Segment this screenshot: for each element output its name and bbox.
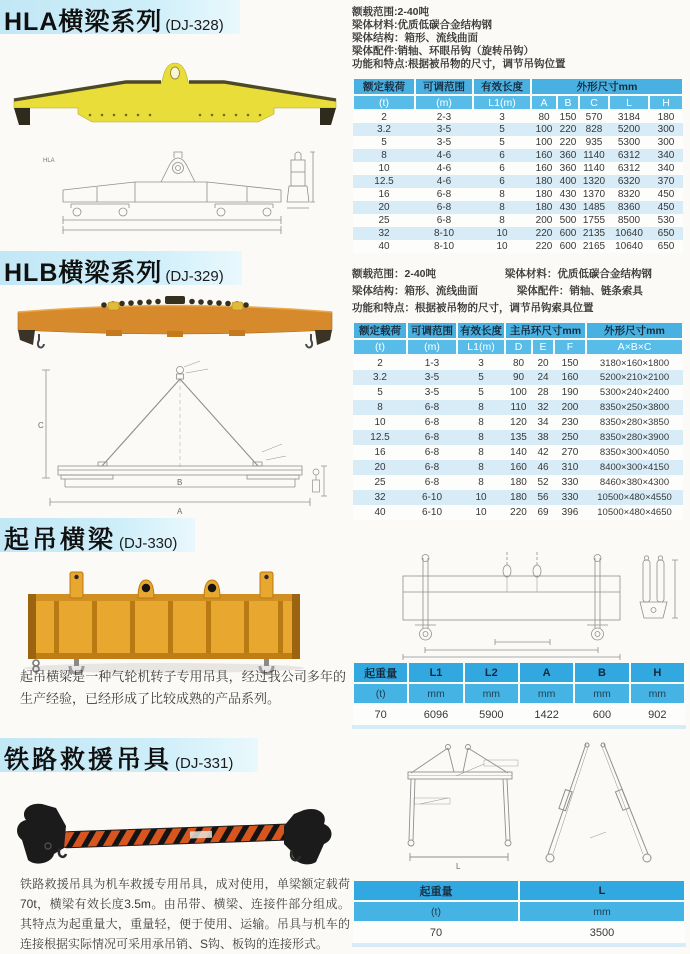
table-cell: 4-6	[415, 162, 473, 175]
table-cell: 10	[457, 490, 505, 505]
hla-spec-line: 梁体材料:优质低碳合金结构钢	[352, 19, 492, 31]
table-cell: 6-10	[407, 505, 457, 520]
table-cell: 8400×300×4150	[586, 460, 683, 475]
table-cell: 10	[353, 415, 407, 430]
table-cell: 5	[457, 370, 505, 385]
table-cell: 70	[353, 704, 408, 725]
col-header-group: 外形尺寸mm	[586, 322, 683, 339]
table-cell: 8	[353, 149, 415, 162]
table-cell: 2165	[579, 240, 609, 253]
table-cell: 450	[649, 201, 683, 214]
table-cell: 8	[457, 460, 505, 475]
table-row	[353, 490, 683, 505]
table-cell: 3180×160×1800	[586, 355, 683, 370]
col-header: 额定载荷	[353, 78, 415, 95]
table-cell: 6312	[609, 149, 649, 162]
table-cell: 16	[353, 188, 415, 201]
col-subheader: mm	[574, 683, 629, 704]
table-cell: 120	[505, 415, 532, 430]
col-subheader: H	[649, 95, 683, 110]
col-header: L2	[464, 662, 519, 683]
col-subheader: mm	[464, 683, 519, 704]
table-cell: 150	[554, 355, 586, 370]
hlb-dim-a: A	[177, 507, 183, 516]
hlb-spec-row	[352, 300, 688, 317]
table-cell: 902	[630, 704, 685, 725]
table-cell: 1422	[519, 704, 574, 725]
hla-spec-line: 功能和特点:根据被吊物的尺寸，调节吊钩位置	[352, 58, 566, 70]
table-cell: 160	[531, 149, 557, 162]
table-cell: 250	[554, 430, 586, 445]
table-row	[353, 415, 683, 430]
table-row	[353, 214, 683, 227]
table-cell: 1320	[579, 175, 609, 188]
section-hla-code: (DJ-328)	[165, 17, 224, 34]
hlb-spec-item: 梁体材料：优质低碳合金结构钢	[504, 268, 652, 280]
table-cell: 25	[353, 214, 415, 227]
table-cell: 450	[649, 188, 683, 201]
table-footer-strip	[352, 943, 686, 947]
table-cell: 1140	[579, 162, 609, 175]
table-cell: 1-3	[407, 355, 457, 370]
hla-side-view	[287, 152, 315, 208]
table-cell: 3184	[609, 110, 649, 123]
col-subheader: (m)	[415, 95, 473, 110]
table-row	[353, 370, 683, 385]
table-cell: 8	[473, 201, 531, 214]
table-cell: 5200×210×2100	[586, 370, 683, 385]
table-cell: 5	[473, 123, 531, 136]
col-subheader: (t)	[353, 339, 407, 355]
table-cell: 4-6	[415, 149, 473, 162]
col-header-group: 主吊环尺寸mm	[505, 322, 586, 339]
table-cell: 5	[353, 136, 415, 149]
table-cell: 6096	[408, 704, 463, 725]
table-row	[353, 227, 683, 240]
table-row	[353, 922, 685, 943]
section-hlb-title-bar	[0, 251, 242, 285]
table-cell: 70	[353, 922, 519, 943]
dj330-description: 起吊横梁是一种气轮机转子专用吊具，经过我公司多年的生产经验，已经形成了比较成熟的产品系列。	[20, 669, 346, 706]
table-cell: 8320	[609, 188, 649, 201]
table-cell: 8350×300×4050	[586, 445, 683, 460]
hla-table-wrap	[352, 77, 682, 253]
table-cell: 3-5	[407, 385, 457, 400]
section-dj330-code: (DJ-330)	[119, 535, 178, 552]
table-cell: 150	[557, 110, 579, 123]
hlb-spec-row	[352, 283, 688, 300]
table-cell: 100	[531, 136, 557, 149]
col-header: 起重量	[353, 880, 519, 901]
table-row	[353, 136, 683, 149]
table-cell: 530	[649, 214, 683, 227]
table-cell: 650	[649, 240, 683, 253]
hla-drawing-label: HLA	[43, 158, 55, 164]
table-cell: 5300×240×2400	[586, 385, 683, 400]
table-cell: 6-8	[407, 445, 457, 460]
table-cell: 180	[505, 490, 532, 505]
hlb-beam-photo	[8, 290, 342, 354]
hlb-dim-c: C	[38, 421, 44, 430]
col-header: 有效长度	[457, 322, 505, 339]
table-cell: 600	[557, 240, 579, 253]
table-cell: 828	[579, 123, 609, 136]
col-subheader: B	[557, 95, 579, 110]
table-cell: 8	[473, 214, 531, 227]
table-row	[353, 123, 683, 136]
table-cell: 6320	[609, 175, 649, 188]
col-subheader: (t)	[353, 901, 519, 922]
table-row	[353, 201, 683, 214]
col-subheader: mm	[408, 683, 463, 704]
table-cell: 2	[353, 110, 415, 123]
table-cell: 8	[457, 445, 505, 460]
section-dj330-title-bar	[0, 518, 195, 552]
hlb-technical-drawing	[30, 356, 330, 516]
table-row	[353, 385, 683, 400]
table-cell: 300	[649, 123, 683, 136]
table-cell: 80	[531, 110, 557, 123]
table-cell: 6	[473, 162, 531, 175]
col-header: 有效长度	[473, 78, 531, 95]
table-cell: 12.5	[353, 430, 407, 445]
table-cell: 8360	[609, 201, 649, 214]
dj331-technical-drawing	[390, 742, 686, 872]
table-cell: 8	[457, 430, 505, 445]
table-cell: 230	[554, 415, 586, 430]
table-cell: 180	[531, 201, 557, 214]
table-cell: 220	[531, 227, 557, 240]
col-header: 额定载荷	[353, 322, 407, 339]
table-cell: 8500	[609, 214, 649, 227]
col-subheader: E	[532, 339, 554, 355]
hla-spec-line: 梁体配件:销轴、环眼吊钩（旋转吊钩）	[352, 45, 534, 57]
dj330-table-wrap	[352, 661, 686, 729]
table-cell: 4-6	[415, 175, 473, 188]
table-cell: 1485	[579, 201, 609, 214]
dj331-dim-l: L	[456, 862, 461, 871]
table-cell: 32	[353, 227, 415, 240]
col-subheader: C	[579, 95, 609, 110]
col-header-group: 外形尺寸mm	[531, 78, 683, 95]
hla-beam-photo	[8, 58, 342, 140]
hlb-spec-item: 梁体配件：销轴、链条索具	[516, 285, 643, 297]
table-cell: 6-8	[415, 188, 473, 201]
table-cell: 42	[532, 445, 554, 460]
table-footer-strip	[352, 725, 686, 729]
table-row	[353, 400, 683, 415]
col-subheader: F	[554, 339, 586, 355]
table-cell: 360	[557, 149, 579, 162]
dj331-description: 铁路救援吊具为机车救援专用吊具，成对使用，单梁额定载荷70t，横梁有效长度3.5m。由吊带、横梁、连接件部分组成。其特点为起重量大，重量轻，便于使用、运输。吊具与机车的连接根据实际情况可采用承吊销、S钩、板钩的连接形式。	[20, 877, 350, 951]
table-cell: 200	[531, 214, 557, 227]
table-cell: 10	[353, 162, 415, 175]
table-cell: 430	[557, 188, 579, 201]
hlb-spec-item: 额载范围：2-40吨	[352, 268, 437, 280]
table-cell: 6-8	[407, 460, 457, 475]
col-subheader: A	[531, 95, 557, 110]
table-cell: 6-8	[407, 415, 457, 430]
table-cell: 5900	[464, 704, 519, 725]
table-cell: 370	[649, 175, 683, 188]
hlb-spec-row	[352, 266, 688, 283]
table-cell: 1370	[579, 188, 609, 201]
hlb-spec-list	[352, 266, 688, 317]
table-cell: 6-8	[407, 400, 457, 415]
table-cell: 310	[554, 460, 586, 475]
table-cell: 16	[353, 445, 407, 460]
dj331-beam-photo	[8, 788, 343, 873]
table-cell: 330	[554, 490, 586, 505]
table-cell: 20	[532, 355, 554, 370]
table-row	[353, 460, 683, 475]
table-cell: 38	[532, 430, 554, 445]
col-header: A	[519, 662, 574, 683]
table-cell: 180	[505, 475, 532, 490]
hlb-hook-detail	[313, 466, 328, 496]
table-cell: 40	[353, 505, 407, 520]
hlb-dim-b: B	[177, 478, 183, 487]
table-cell: 8350×280×3850	[586, 415, 683, 430]
table-cell: 3-5	[407, 370, 457, 385]
table-cell: 6	[473, 149, 531, 162]
table-row	[353, 110, 683, 123]
table-cell: 6-8	[407, 475, 457, 490]
table-cell: 160	[531, 162, 557, 175]
hlb-spec-table	[352, 321, 684, 520]
hla-technical-drawing	[35, 142, 315, 242]
table-cell: 160	[505, 460, 532, 475]
section-hla-title-bar	[0, 0, 240, 34]
col-header: L1	[408, 662, 463, 683]
table-cell: 10	[473, 240, 531, 253]
dj331-spec-table	[352, 879, 686, 943]
col-header: 可调范围	[407, 322, 457, 339]
table-cell: 340	[649, 162, 683, 175]
col-subheader: mm	[630, 683, 685, 704]
col-subheader: L1(m)	[473, 95, 531, 110]
table-cell: 52	[532, 475, 554, 490]
table-cell: 6-8	[415, 201, 473, 214]
table-cell: 3-5	[415, 123, 473, 136]
table-row	[353, 704, 685, 725]
col-header: 可调范围	[415, 78, 473, 95]
table-row	[353, 149, 683, 162]
table-cell: 3-5	[415, 136, 473, 149]
table-cell: 1755	[579, 214, 609, 227]
table-cell: 650	[649, 227, 683, 240]
table-row	[353, 188, 683, 201]
table-cell: 20	[353, 460, 407, 475]
col-subheader: (m)	[407, 339, 457, 355]
col-subheader: (t)	[353, 95, 415, 110]
table-cell: 400	[557, 175, 579, 188]
hla-spec-table	[352, 77, 684, 253]
table-cell: 6-8	[407, 430, 457, 445]
col-subheader: D	[505, 339, 532, 355]
dj331-table-wrap	[352, 879, 686, 947]
table-cell: 10	[473, 227, 531, 240]
table-cell: 5	[473, 136, 531, 149]
table-cell: 570	[579, 110, 609, 123]
table-row	[353, 355, 683, 370]
table-cell: 600	[574, 704, 629, 725]
table-cell: 180	[649, 110, 683, 123]
table-cell: 5300	[609, 136, 649, 149]
table-cell: 2	[353, 355, 407, 370]
section-dj331-title: 铁路救援吊具	[4, 746, 173, 774]
table-row	[353, 240, 683, 253]
table-cell: 46	[532, 460, 554, 475]
table-cell: 10	[457, 505, 505, 520]
table-row	[353, 430, 683, 445]
table-cell: 180	[531, 188, 557, 201]
table-cell: 40	[353, 240, 415, 253]
table-cell: 1140	[579, 149, 609, 162]
col-header: 起重量	[353, 662, 408, 683]
table-cell: 10500×480×4550	[586, 490, 683, 505]
table-cell: 2-3	[415, 110, 473, 123]
col-subheader: L1(m)	[457, 339, 505, 355]
table-cell: 220	[557, 123, 579, 136]
table-cell: 56	[532, 490, 554, 505]
section-hla-title: HLA横梁系列	[4, 8, 163, 36]
table-cell: 32	[353, 490, 407, 505]
table-cell: 100	[505, 385, 532, 400]
table-cell: 360	[557, 162, 579, 175]
table-cell: 12.5	[353, 175, 415, 188]
table-cell: 32	[532, 400, 554, 415]
table-cell: 500	[557, 214, 579, 227]
table-cell: 20	[353, 201, 415, 214]
table-cell: 330	[554, 475, 586, 490]
section-dj331-code: (DJ-331)	[175, 755, 234, 772]
col-subheader: L	[609, 95, 649, 110]
table-cell: 8	[353, 400, 407, 415]
table-cell: 140	[505, 445, 532, 460]
table-cell: 8350×250×3800	[586, 400, 683, 415]
table-cell: 8	[457, 415, 505, 430]
table-cell: 340	[649, 149, 683, 162]
table-cell: 935	[579, 136, 609, 149]
col-subheader: mm	[519, 901, 685, 922]
table-cell: 100	[531, 123, 557, 136]
hlb-spec-item: 梁体结构：箱形、流线曲面	[352, 285, 478, 297]
col-subheader: (t)	[353, 683, 408, 704]
table-cell: 80	[505, 355, 532, 370]
table-cell: 270	[554, 445, 586, 460]
col-header: B	[574, 662, 629, 683]
col-subheader: mm	[519, 683, 574, 704]
dj330-spec-table	[352, 661, 686, 725]
table-cell: 34	[532, 415, 554, 430]
table-cell: 300	[649, 136, 683, 149]
hlb-table-wrap	[352, 321, 682, 520]
table-cell: 190	[554, 385, 586, 400]
table-cell: 5	[457, 385, 505, 400]
table-cell: 25	[353, 475, 407, 490]
table-cell: 3.2	[353, 123, 415, 136]
table-cell: 110	[505, 400, 532, 415]
table-row	[353, 505, 683, 520]
table-cell: 6-10	[407, 490, 457, 505]
dj330-side-view	[640, 556, 678, 618]
table-cell: 90	[505, 370, 532, 385]
hla-spec-line: 梁体结构：箱形、流线曲面	[352, 32, 478, 44]
table-cell: 8	[457, 475, 505, 490]
section-dj330-title: 起吊横梁	[4, 526, 117, 554]
table-cell: 5	[353, 385, 407, 400]
table-cell: 10500×480×4650	[586, 505, 683, 520]
col-header: H	[630, 662, 685, 683]
dj330-beam-photo	[12, 558, 317, 676]
table-cell: 430	[557, 201, 579, 214]
section-hlb-title: HLB横梁系列	[4, 259, 163, 287]
table-cell: 3500	[519, 922, 685, 943]
col-subheader: A×B×C	[586, 339, 683, 355]
section-hlb-code: (DJ-329)	[165, 268, 224, 285]
table-row	[353, 162, 683, 175]
table-cell: 200	[554, 400, 586, 415]
table-cell: 3	[473, 110, 531, 123]
table-cell: 8-10	[415, 227, 473, 240]
hla-spec-list	[352, 6, 687, 71]
table-row	[353, 175, 683, 188]
table-cell: 180	[531, 175, 557, 188]
table-cell: 6-8	[415, 214, 473, 227]
table-cell: 2135	[579, 227, 609, 240]
table-cell: 10640	[609, 227, 649, 240]
hlb-spec-item: 功能和特点：根据被吊物的尺寸，调节吊钩索具位置	[352, 302, 594, 314]
table-cell: 6	[473, 175, 531, 188]
table-cell: 8	[473, 188, 531, 201]
dj331-aframe-drawing	[546, 743, 651, 862]
table-cell: 24	[532, 370, 554, 385]
table-cell: 3	[457, 355, 505, 370]
table-row	[353, 475, 683, 490]
table-cell: 8-10	[415, 240, 473, 253]
table-cell: 160	[554, 370, 586, 385]
table-cell: 3.2	[353, 370, 407, 385]
table-cell: 8350×280×3900	[586, 430, 683, 445]
table-row	[353, 445, 683, 460]
col-header: L	[519, 880, 685, 901]
table-cell: 6312	[609, 162, 649, 175]
dj330-technical-drawing	[385, 548, 685, 660]
table-cell: 135	[505, 430, 532, 445]
table-cell: 8460×380×4300	[586, 475, 683, 490]
table-cell: 5200	[609, 123, 649, 136]
table-cell: 69	[532, 505, 554, 520]
table-cell: 220	[557, 136, 579, 149]
hla-spec-line: 额载范围:2-40吨	[352, 6, 430, 18]
section-dj331-title-bar	[0, 738, 258, 772]
table-cell: 220	[531, 240, 557, 253]
table-cell: 396	[554, 505, 586, 520]
table-cell: 10640	[609, 240, 649, 253]
table-cell: 600	[557, 227, 579, 240]
table-cell: 220	[505, 505, 532, 520]
table-cell: 8	[457, 400, 505, 415]
table-cell: 28	[532, 385, 554, 400]
